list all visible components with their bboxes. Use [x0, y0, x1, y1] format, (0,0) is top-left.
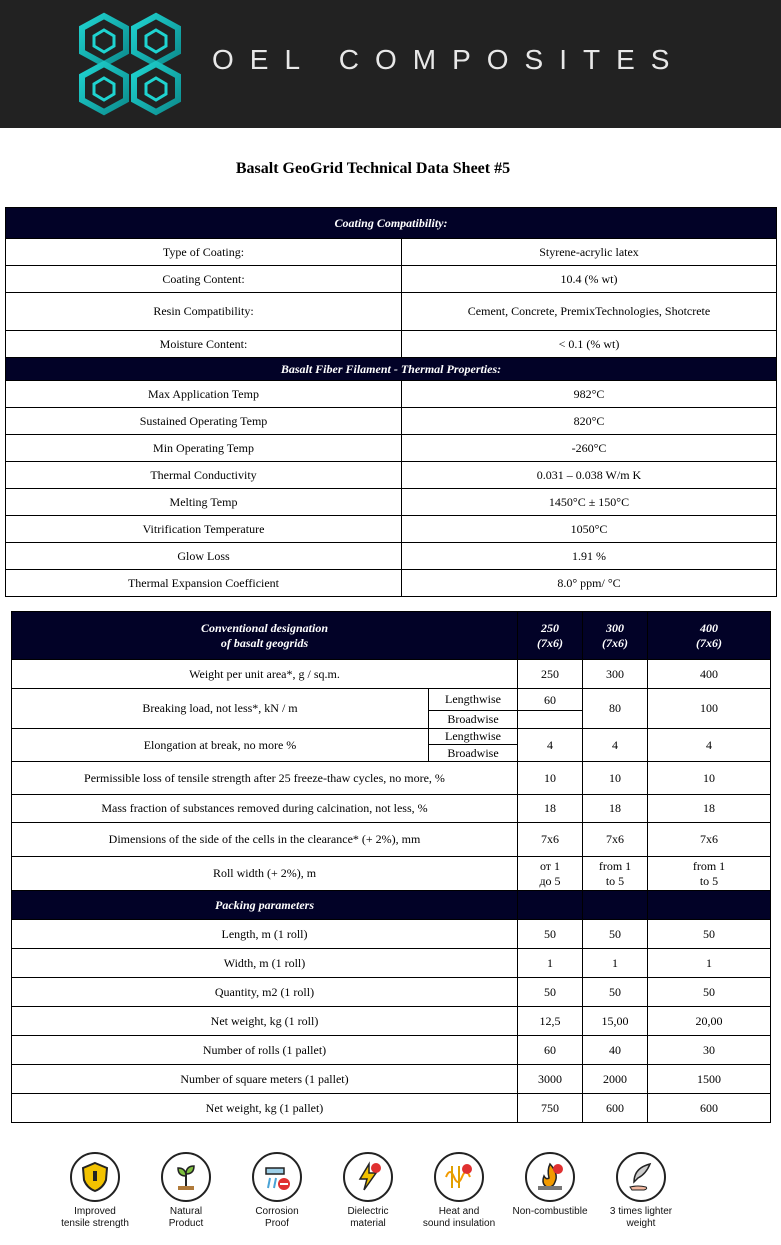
- thermal-heading: Basalt Fiber Filament - Thermal Properties:: [6, 358, 777, 381]
- table-row: Type of Coating: Styrene-acrylic latex: [6, 239, 777, 266]
- packing-heading: Packing parameters: [12, 891, 518, 920]
- table-row: Net weight, kg (1 pallet) 750 600 600: [12, 1094, 771, 1123]
- feature-item: Corrosion Proof: [232, 1150, 322, 1230]
- table-row: Melting Temp 1450°C ± 150°C: [6, 489, 777, 516]
- heat-sound-icon: [442, 1160, 476, 1194]
- feature-item: Improved tensile strength: [50, 1150, 140, 1230]
- table-row: Width, m (1 roll) 1 1 1: [12, 949, 771, 978]
- plant-icon: [169, 1160, 203, 1194]
- page-title: Basalt GeoGrid Technical Data Sheet #5: [235, 160, 511, 177]
- hexagon-logo-icon: [78, 12, 182, 116]
- feather-icon: [624, 1160, 658, 1194]
- table-row: Glow Loss 1.91 %: [6, 543, 777, 570]
- table-row: Length, m (1 roll) 50 50 50: [12, 920, 771, 949]
- table-row: Quantity, m2 (1 roll) 50 50 50: [12, 978, 771, 1007]
- col-head: 300 (7x6): [583, 612, 648, 660]
- fire-icon: [533, 1160, 567, 1194]
- table-row: Elongation at break, no more % Lengthwise 4 4 4: [12, 729, 771, 745]
- table-row: Min Operating Temp -260°C: [6, 435, 777, 462]
- table-row: Moisture Content: < 0.1 (% wt): [6, 331, 777, 358]
- header-banner: [0, 0, 781, 128]
- table-row: Breaking load, not less*, kN / m Lengthwise 60 80 100: [12, 689, 771, 711]
- table-row: Weight per unit area*, g / sq.m. 250 300 400: [12, 660, 771, 689]
- brand-name: OEL COMPOSITES: [212, 44, 686, 75]
- table-row: Number of square meters (1 pallet) 3000 2000 1500: [12, 1065, 771, 1094]
- table-row: Permissible loss of tensile strength after 25 freeze-thaw cycles, no more, % 10 10 10: [12, 762, 771, 795]
- feature-item: Natural Product: [141, 1150, 231, 1230]
- table-row: Broadwise: [12, 745, 771, 762]
- table-row: Thermal Expansion Coefficient 8.0° ppm/ °C: [6, 570, 777, 597]
- table-row: Resin Compatibility: Cement, Concrete, PremixTechnologies, Shotcrete: [6, 293, 777, 331]
- table-row: Sustained Operating Temp 820°C: [6, 408, 777, 435]
- table-row: Coating Content: 10.4 (% wt): [6, 266, 777, 293]
- geogrid-table: [11, 611, 771, 1123]
- feature-icons: [61, 1150, 715, 1240]
- properties-table: [5, 207, 777, 597]
- table-row: Number of rolls (1 pallet) 60 40 30: [12, 1036, 771, 1065]
- feature-item: Heat and sound insulation: [414, 1150, 504, 1230]
- feature-item: Dielectric material: [323, 1150, 413, 1230]
- feature-item: Non-combustible: [505, 1150, 595, 1218]
- col-head: 250 (7x6): [518, 612, 583, 660]
- table-row: Vitrification Temperature 1050°C: [6, 516, 777, 543]
- col-head: 400 (7x6): [648, 612, 771, 660]
- feature-item: 3 times lighter weight: [596, 1150, 686, 1230]
- table-row: Mass fraction of substances removed during calcination, not less, % 18 18 18: [12, 795, 771, 823]
- table-row: Broadwise: [12, 711, 771, 729]
- grid-heading: Conventional designation of basalt geogrids: [12, 612, 518, 660]
- table-row: Max Application Temp 982°C: [6, 381, 777, 408]
- table-row: Roll width (+ 2%), m от 1 до 5 from 1 to 5 from 1 to 5: [12, 857, 771, 891]
- table-row: Thermal Conductivity 0.031 – 0.038 W/m K: [6, 462, 777, 489]
- shield-icon: [78, 1160, 112, 1194]
- coating-heading: Coating Compatibility:: [6, 208, 777, 239]
- corrosion-icon: [260, 1160, 294, 1194]
- table-row: Net weight, kg (1 roll) 12,5 15,00 20,00: [12, 1007, 771, 1036]
- lightning-icon: [351, 1160, 385, 1194]
- table-row: Dimensions of the side of the cells in the clearance* (+ 2%), mm 7x6 7x6 7x6: [12, 823, 771, 857]
